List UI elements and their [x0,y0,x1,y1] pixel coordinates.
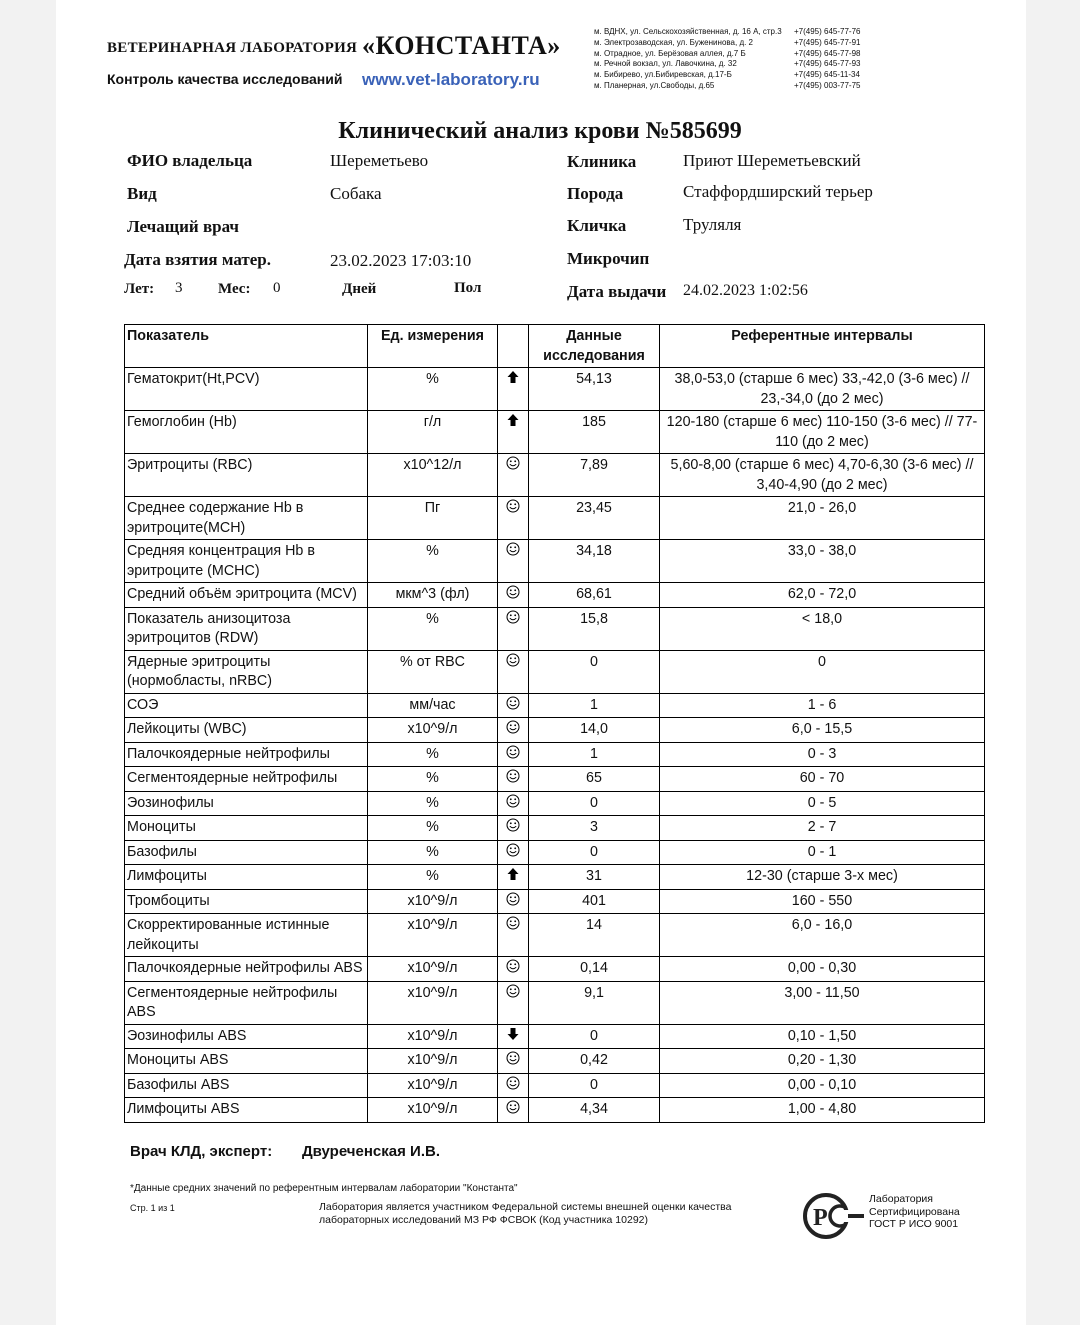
param-cell: Моноциты ABS [125,1049,368,1074]
flag-cell [498,497,529,540]
result-cell: 14,0 [529,718,660,743]
reference-cell: 0 - 3 [660,742,985,767]
reference-cell: 0 [660,650,985,693]
unit-cell: % [368,840,498,865]
smiley-icon [506,585,520,599]
unit-cell: % [368,368,498,411]
lab-subtitle: Контроль качества исследований [107,71,343,87]
branch-phone: +7(495) 645-77-93 [794,59,861,69]
branch-address: м. Отрадное, ул. Берёзовая аллея, д.7 Б [594,48,746,58]
param-cell: Эозинофилы ABS [125,1024,368,1049]
branch-phone: +7(495) 645-77-91 [794,37,861,47]
result-cell: 0 [529,840,660,865]
param-cell: Среднее содержание Hb в эритроците(MCH) [125,497,368,540]
attending-doctor-label: Лечащий врач [127,217,239,236]
result-cell: 4,34 [529,1098,660,1123]
reference-cell: 21,0 - 26,0 [660,497,985,540]
cert-line: Лаборатория [869,1193,933,1205]
smiley-icon [506,1051,520,1065]
param-cell: Сегментоядерные нейтрофилы ABS [125,981,368,1024]
smiley-icon [506,892,520,906]
table-row [125,1049,985,1074]
species-label: Вид [127,184,157,203]
reference-cell: 1 - 6 [660,693,985,718]
smiley-icon [506,984,520,998]
smiley-icon [506,843,520,857]
table-row [125,1098,985,1123]
result-cell: 0,14 [529,957,660,982]
table-row [125,840,985,865]
certification-logo-icon [802,1192,866,1245]
param-cell: Скорректированные истинные лейкоциты [125,914,368,957]
reference-cell: 1,00 - 4,80 [660,1098,985,1123]
smiley-icon [506,959,520,973]
table-row [125,791,985,816]
result-cell: 185 [529,411,660,454]
table-row [125,957,985,982]
branch-address: м. Электрозаводская, ул. Буженинова, д. 2 [594,37,754,47]
result-cell: 23,45 [529,497,660,540]
flag-cell [498,957,529,982]
param-cell: Эозинофилы [125,791,368,816]
branch-addresses [594,27,782,92]
result-cell: 31 [529,865,660,890]
table-row [125,693,985,718]
unit-cell: x10^9/л [368,1073,498,1098]
smiley-icon [506,456,520,470]
table-row [125,718,985,743]
table-row [125,497,985,540]
table-header-row [125,325,985,368]
result-cell: 0 [529,650,660,693]
result-cell: 15,8 [529,607,660,650]
fsvok-line: лабораторных исследований МЗ РФ ФСВОК (Код участника 10292) [319,1214,649,1226]
branch-phone: +7(495) 645-11-34 [794,70,860,80]
unit-cell: x10^9/л [368,981,498,1024]
result-cell: 3 [529,816,660,841]
branch-address: м. Речной вокзал, ул. Лавочкина, д. 32 [594,59,737,69]
table-row [125,650,985,693]
header-flag [498,325,529,368]
lab-doctor-name: Двуреченская И.В. [302,1143,440,1160]
flag-cell [498,411,529,454]
reference-cell: 0 - 5 [660,791,985,816]
arrow-up-icon [506,867,520,881]
param-cell: Гемоглобин (Hb) [125,411,368,454]
cert-line: Сертифицирована [869,1205,960,1218]
branch-phone: +7(495) 003-77-75 [794,80,861,90]
page-number: Стр. 1 из 1 [130,1203,175,1213]
result-cell: 0 [529,1073,660,1098]
smiley-icon [506,916,520,930]
reference-cell: 5,60-8,00 (старше 6 мес) 4,70-6,30 (3-6 мес) // 3,40-4,90 (до 2 мес) [660,454,985,497]
reference-cell: 0,00 - 0,30 [660,957,985,982]
smiley-icon [506,720,520,734]
microchip-label: Микрочип [567,249,650,268]
branch-phones [794,27,861,92]
result-cell: 1 [529,693,660,718]
smiley-icon [506,818,520,832]
reference-cell: 6,0 - 15,5 [660,718,985,743]
unit-cell: x10^9/л [368,914,498,957]
flag-cell [498,865,529,890]
unit-cell: мкм^3 (фл) [368,583,498,608]
fsvok-line: Лаборатория является участником Федеральной системы внешней оценки качества [319,1201,732,1213]
flag-cell [498,791,529,816]
header-unit: Ед. измерения [368,325,498,368]
reference-cell: 3,00 - 11,50 [660,981,985,1024]
param-cell: Сегментоядерные нейтрофилы [125,767,368,792]
reference-cell: 0,00 - 0,10 [660,1073,985,1098]
reference-cell: 12-30 (старше 3-х мес) [660,865,985,890]
sex-label: Пол [454,280,482,296]
age-years-value: 3 [175,280,183,296]
branch-address: м. ВДНХ, ул. Сельскохозяйственная, д. 16 А, стр.3 [594,27,782,36]
reference-note: *Данные средних значений по референтным интервалам лаборатории "Константа" [130,1183,518,1194]
reference-cell: 62,0 - 72,0 [660,583,985,608]
owner-value: Шереметьево [330,151,429,170]
flag-cell [498,454,529,497]
flag-cell [498,1049,529,1074]
branch-address: м. Бибирево, ул.Бибиревская, д.17-Б [594,70,732,80]
unit-cell: % [368,607,498,650]
reference-cell: 0,20 - 1,30 [660,1049,985,1074]
unit-cell: x10^9/л [368,718,498,743]
table-row [125,816,985,841]
param-cell: Палочкоядерные нейтрофилы ABS [125,957,368,982]
result-cell: 1 [529,742,660,767]
breed-label: Порода [567,184,624,203]
age-days-label: Дней [342,281,377,297]
header-reference: Референтные интервалы [660,325,985,368]
flag-cell [498,693,529,718]
reference-cell: 6,0 - 16,0 [660,914,985,957]
smiley-icon [506,499,520,513]
table-row [125,742,985,767]
flag-cell [498,650,529,693]
reference-cell: 120-180 (старше 6 мес) 110-150 (3-6 мес) // 77-110 (до 2 мес) [660,411,985,454]
param-cell: Базофилы ABS [125,1073,368,1098]
lab-name: ВЕТЕРИНАРНАЯ ЛАБОРАТОРИЯ [107,40,358,56]
unit-cell: x10^9/л [368,889,498,914]
unit-cell: x10^9/л [368,957,498,982]
smiley-icon [506,745,520,759]
param-cell: Эритроциты (RBC) [125,454,368,497]
table-row [125,889,985,914]
age-years-label: Лет: [124,281,155,297]
flag-cell [498,981,529,1024]
table-row [125,583,985,608]
result-cell: 401 [529,889,660,914]
param-cell: Гематокрит(Ht,PCV) [125,368,368,411]
result-cell: 65 [529,767,660,792]
arrow-down-icon [506,1027,520,1041]
branch-phone: +7(495) 645-77-98 [794,48,861,58]
result-cell: 34,18 [529,540,660,583]
param-cell: Средняя концентрация Hb в эритроците (MCHC) [125,540,368,583]
issue-date-label: Дата выдачи [567,282,667,301]
param-cell: Базофилы [125,840,368,865]
unit-cell: Пг [368,497,498,540]
result-cell: 9,1 [529,981,660,1024]
table-row [125,767,985,792]
table-row [125,607,985,650]
table-row [125,1024,985,1049]
result-cell: 0 [529,1024,660,1049]
arrow-up-icon [506,413,520,427]
param-cell: Лейкоциты (WBC) [125,718,368,743]
param-cell: Ядерные эритроциты (нормобласты, nRBC) [125,650,368,693]
owner-label: ФИО владельца [127,151,253,170]
table-row [125,368,985,411]
smiley-icon [506,542,520,556]
param-cell: Тромбоциты [125,889,368,914]
smiley-icon [506,794,520,808]
svg-text:P: P [813,1205,828,1231]
flag-cell [498,767,529,792]
flag-cell [498,816,529,841]
table-row [125,914,985,957]
result-cell: 68,61 [529,583,660,608]
sample-date-label: Дата взятия матер. [124,250,271,269]
flag-cell [498,889,529,914]
lab-doctor-label: Врач КЛД, эксперт: [130,1143,273,1160]
unit-cell: г/л [368,411,498,454]
sample-date-value: 23.02.2023 17:03:10 [330,251,472,270]
arrow-up-icon [506,370,520,384]
lab-website: www.vet-laboratory.ru [362,70,540,89]
result-cell: 54,13 [529,368,660,411]
unit-cell: x10^9/л [368,1098,498,1123]
certification-text [869,1193,960,1231]
reference-cell: 33,0 - 38,0 [660,540,985,583]
result-cell: 0 [529,791,660,816]
clinic-label: Клиника [567,152,637,171]
pet-name-value: Труляля [683,215,742,234]
smiley-icon [506,769,520,783]
smiley-icon [506,653,520,667]
flag-cell [498,742,529,767]
smiley-icon [506,1076,520,1090]
flag-cell [498,583,529,608]
reference-cell: 60 - 70 [660,767,985,792]
unit-cell: % [368,791,498,816]
unit-cell: % [368,742,498,767]
result-cell: 7,89 [529,454,660,497]
unit-cell: % [368,816,498,841]
unit-cell: % [368,865,498,890]
smiley-icon [506,1100,520,1114]
param-cell: Показатель анизоцитоза эритроцитов (RDW) [125,607,368,650]
flag-cell [498,540,529,583]
param-cell: Палочкоядерные нейтрофилы [125,742,368,767]
param-cell: Моноциты [125,816,368,841]
smiley-icon [506,696,520,710]
header-parameter: Показатель [125,325,368,368]
unit-cell: x10^12/л [368,454,498,497]
breed-value: Стаффордширский терьер [683,182,873,201]
issue-date-value: 24.02.2023 1:02:56 [683,282,808,299]
cert-line: ГОСТ Р ИСО 9001 [869,1218,959,1230]
table-row [125,981,985,1024]
param-cell: Лимфоциты [125,865,368,890]
pet-name-label: Кличка [567,216,627,235]
fsvok-info [319,1201,731,1227]
header-result: Данные исследования [529,325,660,368]
report-title: Клинический анализ крови №585699 [338,118,742,144]
age-months-value: 0 [273,280,281,296]
table-row [125,865,985,890]
branch-phone: +7(495) 645-77-76 [794,27,861,36]
reference-cell: 2 - 7 [660,816,985,841]
flag-cell [498,1073,529,1098]
flag-cell [498,1024,529,1049]
unit-cell: % от RBC [368,650,498,693]
clinic-value: Приют Шереметьевский [683,151,861,170]
unit-cell: % [368,767,498,792]
smiley-icon [506,610,520,624]
unit-cell: x10^9/л [368,1049,498,1074]
param-cell: СОЭ [125,693,368,718]
reference-cell: 0,10 - 1,50 [660,1024,985,1049]
param-cell: Лимфоциты ABS [125,1098,368,1123]
unit-cell: x10^9/л [368,1024,498,1049]
reference-cell: 0 - 1 [660,840,985,865]
table-row [125,540,985,583]
result-cell: 0,42 [529,1049,660,1074]
results-body [125,368,985,1123]
flag-cell [498,607,529,650]
unit-cell: мм/час [368,693,498,718]
lab-brand: «КОНСТАНТА» [362,31,561,60]
flag-cell [498,368,529,411]
age-months-label: Мес: [218,281,251,297]
branch-address: м. Планерная, ул.Свободы, д.65 [594,80,715,90]
reference-cell: 160 - 550 [660,889,985,914]
flag-cell [498,914,529,957]
flag-cell [498,718,529,743]
reference-cell: < 18,0 [660,607,985,650]
result-cell: 14 [529,914,660,957]
unit-cell: % [368,540,498,583]
flag-cell [498,1098,529,1123]
flag-cell [498,840,529,865]
results-table [124,324,985,1123]
species-value: Собака [330,184,382,203]
table-row [125,411,985,454]
param-cell: Средний объём эритроцита (MCV) [125,583,368,608]
table-row [125,1073,985,1098]
table-row [125,454,985,497]
reference-cell: 38,0-53,0 (старше 6 мес) 33,-42,0 (3-6 мес) // 23,-34,0 (до 2 мес) [660,368,985,411]
